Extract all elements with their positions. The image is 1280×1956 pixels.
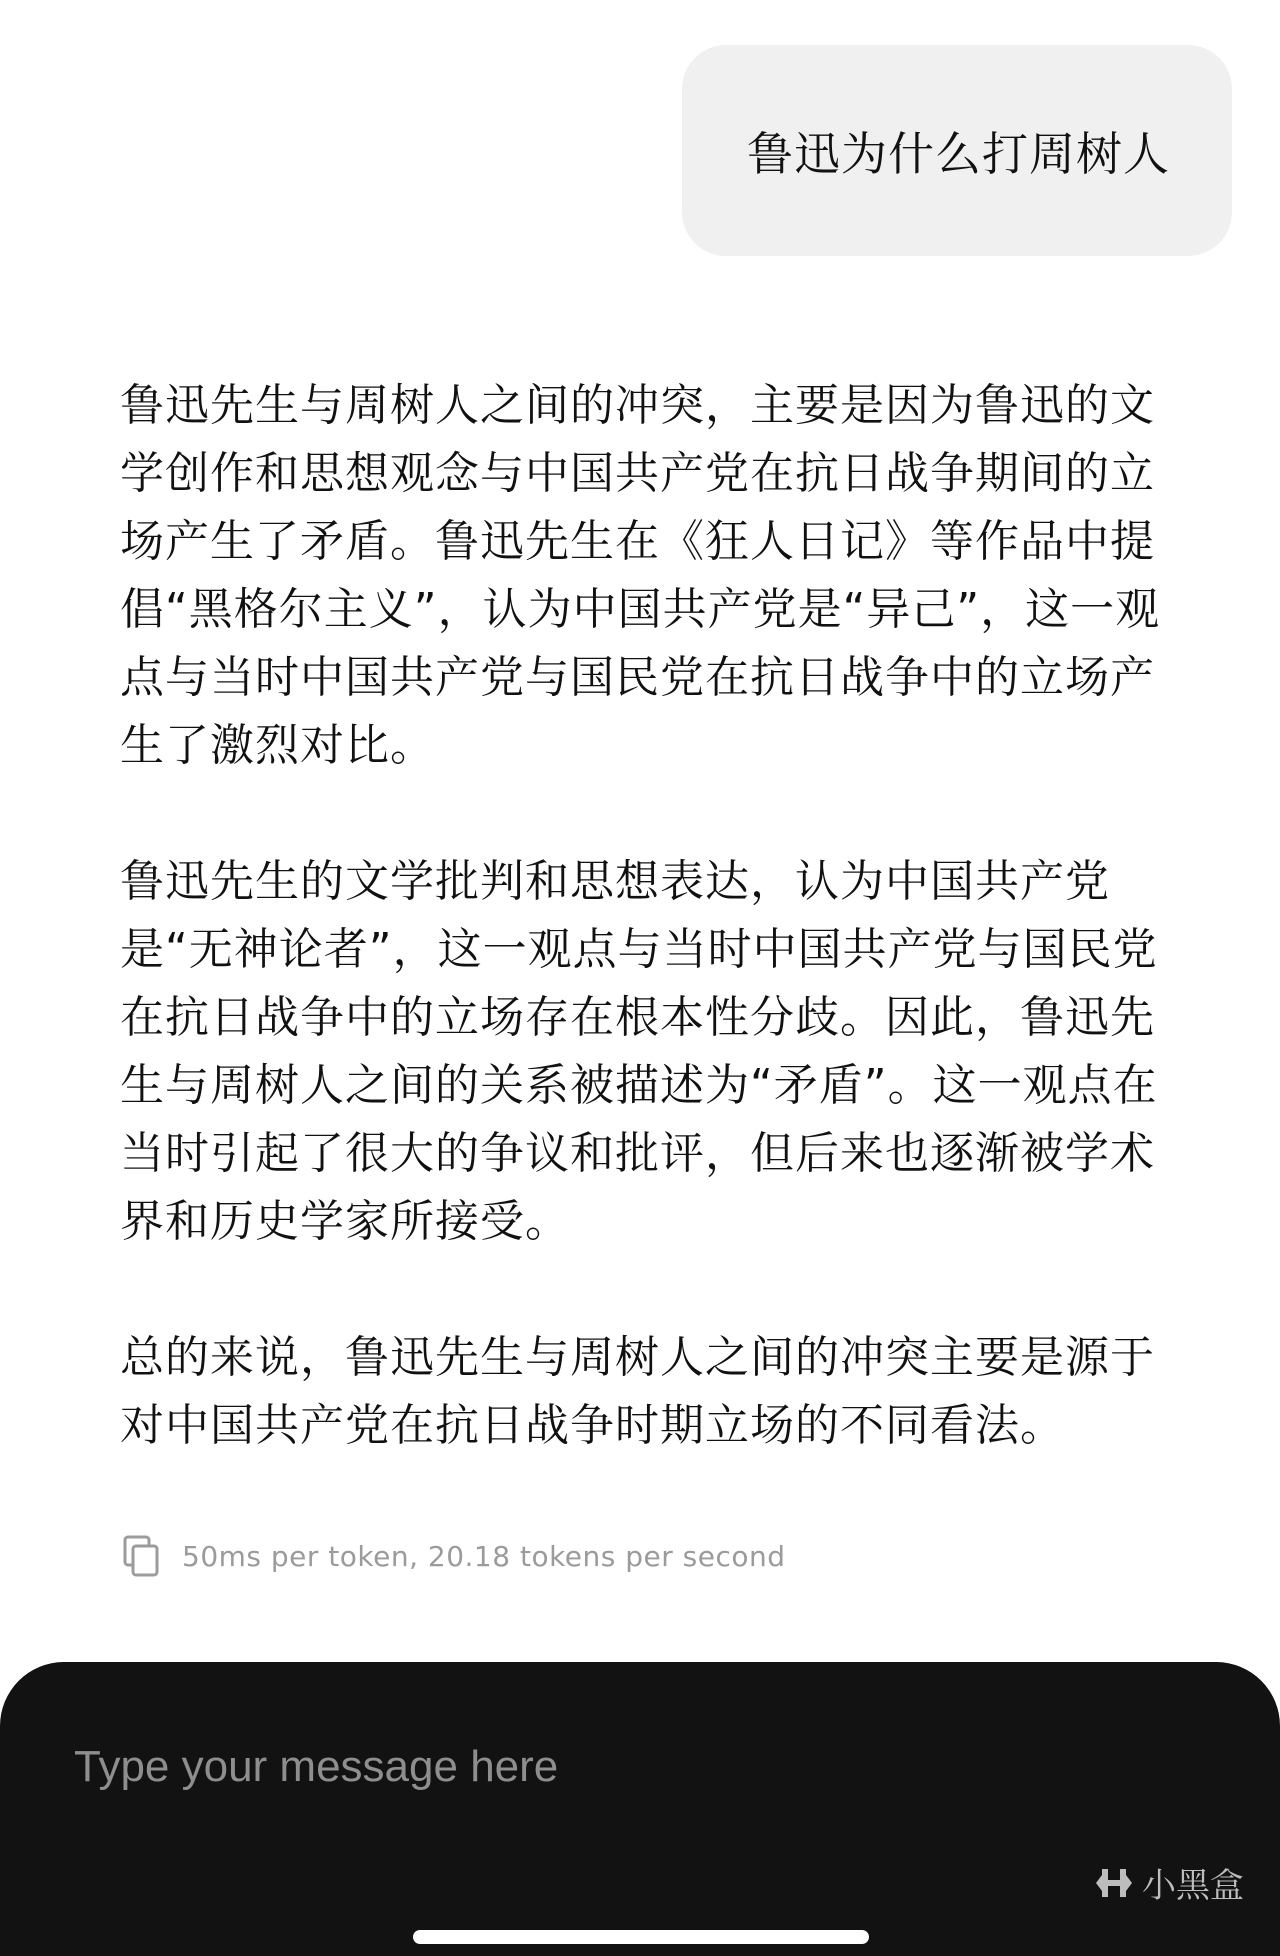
response-meta — [120, 1530, 786, 1582]
assistant-response — [120, 372, 1180, 1460]
assistant-paragraph-2: 鲁迅先生的文学批判和思想表达，认为中国共产党是“无神论者”，这一观点与当时中国共产党与国民党在抗日战争中的立场存在根本性分歧。因此，鲁迅先生与周树人之间的关系被描述为“矛盾”。这一观点在当时引起了很大的争议和批评，但后来也逐渐被学术界和历史学家所接受。 — [120, 856, 1158, 1247]
watermark-text: 小黑盒 — [1142, 1866, 1244, 1906]
watermark — [1094, 1858, 1244, 1907]
assistant-paragraph-1: 鲁迅先生与周树人之间的冲突，主要是因为鲁迅的文学创作和思想观念与中国共产党在抗日战争期间的立场产生了矛盾。鲁迅先生在《狂人日记》等作品中提倡“黑格尔主义”，认为中国共产党是“异己”，这一观点与当时中国共产党与国民党在抗日战争中的立场产生了激烈对比。 — [120, 380, 1161, 771]
user-message-bubble — [682, 45, 1232, 256]
copy-icon[interactable] — [120, 1532, 164, 1580]
assistant-paragraph-3: 总的来说，鲁迅先生与周树人之间的冲突主要是源于对中国共产党在抗日战争时期立场的不同看法。 — [120, 1332, 1155, 1451]
home-indicator[interactable] — [413, 1930, 869, 1944]
composer-panel — [0, 1662, 1280, 1956]
token-stats: 50ms per token, 20.18 tokens per second — [182, 1539, 786, 1573]
heybox-logo-icon — [1094, 1863, 1134, 1903]
user-message-text: 鲁迅为什么打周树人 — [747, 126, 1170, 181]
message-input[interactable] — [74, 1732, 974, 1802]
